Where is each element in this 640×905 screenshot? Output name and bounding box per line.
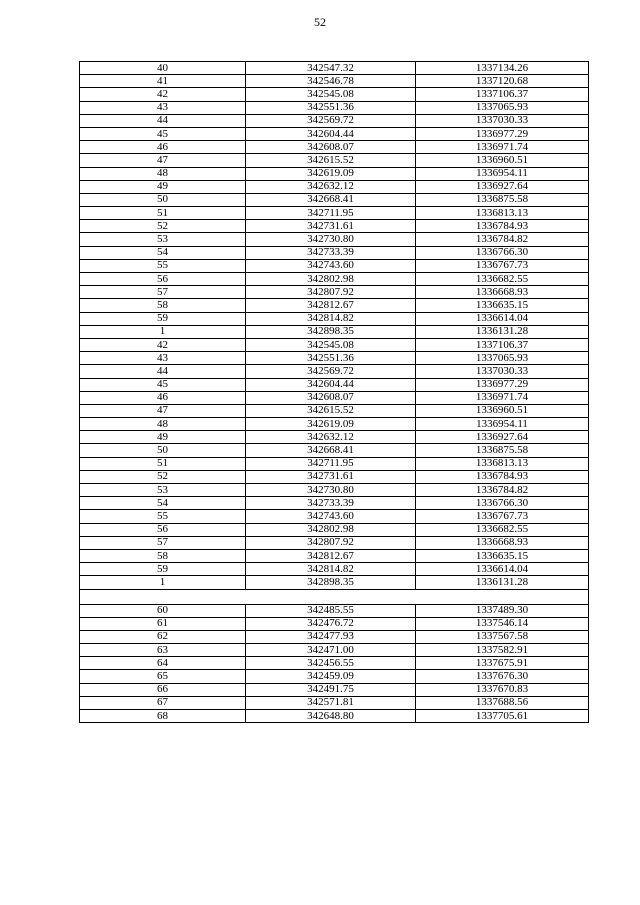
x-coordinate-cell: 342802.98: [246, 273, 416, 286]
table-row: [80, 644, 589, 657]
y-coordinate-cell: 1336766.30: [416, 246, 589, 259]
y-coordinate-cell: 1336954.11: [416, 167, 589, 180]
point-number-cell: 1: [80, 325, 246, 338]
point-number-cell: 62: [80, 630, 246, 643]
x-coordinate-cell: 342733.39: [246, 246, 416, 259]
x-coordinate-cell: 342632.12: [246, 431, 416, 444]
y-coordinate-cell: 1336784.82: [416, 233, 589, 246]
y-coordinate-cell: 1337567.58: [416, 630, 589, 643]
y-coordinate-cell: 1337030.33: [416, 114, 589, 127]
point-number-cell: 42: [80, 88, 246, 101]
table-row: [80, 470, 589, 483]
y-coordinate-cell: 1336767.73: [416, 259, 589, 272]
table-row: [80, 220, 589, 233]
table-row: [80, 604, 589, 617]
y-coordinate-cell: 1336927.64: [416, 180, 589, 193]
x-coordinate-cell: 342814.82: [246, 312, 416, 325]
y-coordinate-cell: 1337065.93: [416, 352, 589, 365]
coordinates-table-body: [80, 62, 589, 723]
x-coordinate-cell: 342476.72: [246, 617, 416, 630]
x-coordinate-cell: 342898.35: [246, 325, 416, 338]
y-coordinate-cell: 1336635.15: [416, 549, 589, 562]
table-row: [80, 418, 589, 431]
x-coordinate-cell: 342619.09: [246, 418, 416, 431]
x-coordinate-cell: 342743.60: [246, 510, 416, 523]
point-number-cell: 66: [80, 683, 246, 696]
y-coordinate-cell: 1337120.68: [416, 75, 589, 88]
table-row: [80, 259, 589, 272]
point-number-cell: 53: [80, 484, 246, 497]
y-coordinate-cell: 1336784.93: [416, 470, 589, 483]
y-coordinate-cell: 1337676.30: [416, 670, 589, 683]
x-coordinate-cell: 342551.36: [246, 352, 416, 365]
y-coordinate-cell: 1336784.82: [416, 484, 589, 497]
x-coordinate-cell: 342814.82: [246, 563, 416, 576]
separator-cell: [80, 589, 589, 604]
point-number-cell: 57: [80, 286, 246, 299]
y-coordinate-cell: 1336960.51: [416, 154, 589, 167]
y-coordinate-cell: 1336668.93: [416, 286, 589, 299]
y-coordinate-cell: 1337134.26: [416, 62, 589, 75]
x-coordinate-cell: 342571.81: [246, 696, 416, 709]
y-coordinate-cell: 1337489.30: [416, 604, 589, 617]
y-coordinate-cell: 1337582.91: [416, 644, 589, 657]
y-coordinate-cell: 1336131.28: [416, 325, 589, 338]
table-row: [80, 299, 589, 312]
x-coordinate-cell: 342812.67: [246, 299, 416, 312]
x-coordinate-cell: 342569.72: [246, 114, 416, 127]
y-coordinate-cell: 1336766.30: [416, 497, 589, 510]
point-number-cell: 50: [80, 444, 246, 457]
point-number-cell: 46: [80, 141, 246, 154]
x-coordinate-cell: 342731.61: [246, 220, 416, 233]
x-coordinate-cell: 342668.41: [246, 444, 416, 457]
table-row: [80, 670, 589, 683]
coordinates-table: [79, 61, 589, 723]
point-number-cell: 68: [80, 710, 246, 723]
x-coordinate-cell: 342619.09: [246, 167, 416, 180]
table-row: [80, 563, 589, 576]
table-row: [80, 62, 589, 75]
point-number-cell: 53: [80, 233, 246, 246]
x-coordinate-cell: 342604.44: [246, 378, 416, 391]
y-coordinate-cell: 1337065.93: [416, 101, 589, 114]
x-coordinate-cell: 342551.36: [246, 101, 416, 114]
table-row: [80, 378, 589, 391]
y-coordinate-cell: 1336131.28: [416, 576, 589, 589]
table-row: [80, 576, 589, 589]
point-number-cell: 40: [80, 62, 246, 75]
point-number-cell: 55: [80, 259, 246, 272]
y-coordinate-cell: 1336971.74: [416, 141, 589, 154]
y-coordinate-cell: 1336813.13: [416, 457, 589, 470]
point-number-cell: 52: [80, 220, 246, 233]
x-coordinate-cell: 342802.98: [246, 523, 416, 536]
point-number-cell: 60: [80, 604, 246, 617]
x-coordinate-cell: 342743.60: [246, 259, 416, 272]
x-coordinate-cell: 342730.80: [246, 233, 416, 246]
table-row: [80, 484, 589, 497]
point-number-cell: 64: [80, 657, 246, 670]
table-row: [80, 233, 589, 246]
point-number-cell: 57: [80, 536, 246, 549]
table-row: [80, 207, 589, 220]
point-number-cell: 44: [80, 365, 246, 378]
point-number-cell: 1: [80, 576, 246, 589]
x-coordinate-cell: 342545.08: [246, 338, 416, 351]
y-coordinate-cell: 1336927.64: [416, 431, 589, 444]
point-number-cell: 58: [80, 549, 246, 562]
table-row: [80, 325, 589, 338]
point-number-cell: 49: [80, 180, 246, 193]
table-row: [80, 536, 589, 549]
y-coordinate-cell: 1337030.33: [416, 365, 589, 378]
table-row: [80, 457, 589, 470]
table-row: [80, 88, 589, 101]
table-row: [80, 101, 589, 114]
point-number-cell: 47: [80, 404, 246, 417]
point-number-cell: 59: [80, 312, 246, 325]
point-number-cell: 59: [80, 563, 246, 576]
point-number-cell: 55: [80, 510, 246, 523]
point-number-cell: 43: [80, 352, 246, 365]
point-number-cell: 67: [80, 696, 246, 709]
y-coordinate-cell: 1337688.56: [416, 696, 589, 709]
point-number-cell: 51: [80, 457, 246, 470]
y-coordinate-cell: 1336960.51: [416, 404, 589, 417]
x-coordinate-cell: 342898.35: [246, 576, 416, 589]
y-coordinate-cell: 1337675.91: [416, 657, 589, 670]
table-row: [80, 549, 589, 562]
x-coordinate-cell: 342491.75: [246, 683, 416, 696]
table-row: [80, 710, 589, 723]
x-coordinate-cell: 342459.09: [246, 670, 416, 683]
x-coordinate-cell: 342731.61: [246, 470, 416, 483]
y-coordinate-cell: 1336784.93: [416, 220, 589, 233]
y-coordinate-cell: 1337106.37: [416, 88, 589, 101]
point-number-cell: 41: [80, 75, 246, 88]
y-coordinate-cell: 1336813.13: [416, 207, 589, 220]
x-coordinate-cell: 342730.80: [246, 484, 416, 497]
x-coordinate-cell: 342711.95: [246, 457, 416, 470]
table-row: [80, 630, 589, 643]
point-number-cell: 54: [80, 497, 246, 510]
x-coordinate-cell: 342569.72: [246, 365, 416, 378]
page-number: 52: [314, 15, 326, 29]
table-row: [80, 193, 589, 206]
y-coordinate-cell: 1336977.29: [416, 378, 589, 391]
y-coordinate-cell: 1336875.58: [416, 444, 589, 457]
table-row: [80, 338, 589, 351]
x-coordinate-cell: 342648.80: [246, 710, 416, 723]
y-coordinate-cell: 1337106.37: [416, 338, 589, 351]
y-coordinate-cell: 1336614.04: [416, 312, 589, 325]
table-row: [80, 154, 589, 167]
point-number-cell: 44: [80, 114, 246, 127]
table-row: [80, 683, 589, 696]
table-row: [80, 696, 589, 709]
point-number-cell: 42: [80, 338, 246, 351]
point-number-cell: 58: [80, 299, 246, 312]
x-coordinate-cell: 342632.12: [246, 180, 416, 193]
table-row: [80, 365, 589, 378]
x-coordinate-cell: 342456.55: [246, 657, 416, 670]
x-coordinate-cell: 342608.07: [246, 391, 416, 404]
point-number-cell: 50: [80, 193, 246, 206]
y-coordinate-cell: 1337705.61: [416, 710, 589, 723]
y-coordinate-cell: 1336875.58: [416, 193, 589, 206]
x-coordinate-cell: 342812.67: [246, 549, 416, 562]
table-row: [80, 431, 589, 444]
y-coordinate-cell: 1336954.11: [416, 418, 589, 431]
x-coordinate-cell: 342485.55: [246, 604, 416, 617]
table-row: [80, 286, 589, 299]
x-coordinate-cell: 342546.78: [246, 75, 416, 88]
x-coordinate-cell: 342807.92: [246, 536, 416, 549]
point-number-cell: 45: [80, 127, 246, 140]
table-row: [80, 75, 589, 88]
point-number-cell: 48: [80, 167, 246, 180]
x-coordinate-cell: 342608.07: [246, 141, 416, 154]
separator-row: [80, 589, 589, 604]
point-number-cell: 54: [80, 246, 246, 259]
table-row: [80, 127, 589, 140]
x-coordinate-cell: 342477.93: [246, 630, 416, 643]
table-row: [80, 523, 589, 536]
x-coordinate-cell: 342668.41: [246, 193, 416, 206]
y-coordinate-cell: 1336668.93: [416, 536, 589, 549]
point-number-cell: 49: [80, 431, 246, 444]
point-number-cell: 45: [80, 378, 246, 391]
point-number-cell: 63: [80, 644, 246, 657]
x-coordinate-cell: 342615.52: [246, 154, 416, 167]
point-number-cell: 46: [80, 391, 246, 404]
y-coordinate-cell: 1337546.14: [416, 617, 589, 630]
point-number-cell: 47: [80, 154, 246, 167]
table-row: [80, 141, 589, 154]
point-number-cell: 52: [80, 470, 246, 483]
table-row: [80, 167, 589, 180]
point-number-cell: 61: [80, 617, 246, 630]
y-coordinate-cell: 1336971.74: [416, 391, 589, 404]
point-number-cell: 51: [80, 207, 246, 220]
x-coordinate-cell: 342711.95: [246, 207, 416, 220]
point-number-cell: 48: [80, 418, 246, 431]
y-coordinate-cell: 1336682.55: [416, 523, 589, 536]
table-row: [80, 180, 589, 193]
table-row: [80, 657, 589, 670]
y-coordinate-cell: 1337670.83: [416, 683, 589, 696]
point-number-cell: 65: [80, 670, 246, 683]
table-row: [80, 246, 589, 259]
x-coordinate-cell: 342615.52: [246, 404, 416, 417]
table-row: [80, 391, 589, 404]
y-coordinate-cell: 1336767.73: [416, 510, 589, 523]
x-coordinate-cell: 342604.44: [246, 127, 416, 140]
table-row: [80, 312, 589, 325]
point-number-cell: 56: [80, 273, 246, 286]
table-row: [80, 404, 589, 417]
table-row: [80, 273, 589, 286]
table-row: [80, 510, 589, 523]
y-coordinate-cell: 1336614.04: [416, 563, 589, 576]
x-coordinate-cell: 342545.08: [246, 88, 416, 101]
x-coordinate-cell: 342471.00: [246, 644, 416, 657]
table-row: [80, 497, 589, 510]
table-row: [80, 444, 589, 457]
table-row: [80, 114, 589, 127]
table-row: [80, 352, 589, 365]
point-number-cell: 43: [80, 101, 246, 114]
point-number-cell: 56: [80, 523, 246, 536]
y-coordinate-cell: 1336977.29: [416, 127, 589, 140]
x-coordinate-cell: 342547.32: [246, 62, 416, 75]
x-coordinate-cell: 342733.39: [246, 497, 416, 510]
y-coordinate-cell: 1336635.15: [416, 299, 589, 312]
x-coordinate-cell: 342807.92: [246, 286, 416, 299]
table-row: [80, 617, 589, 630]
y-coordinate-cell: 1336682.55: [416, 273, 589, 286]
